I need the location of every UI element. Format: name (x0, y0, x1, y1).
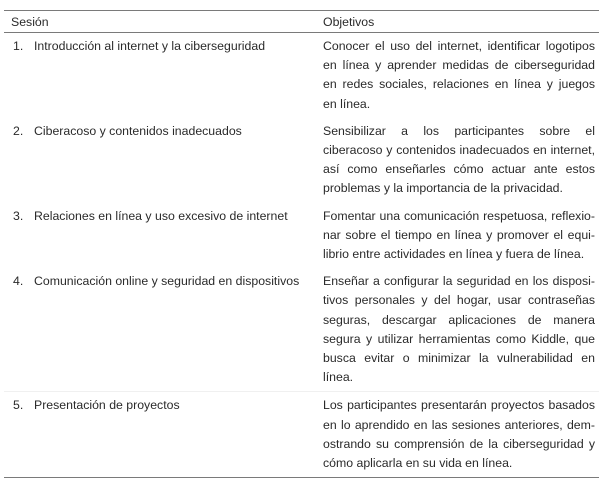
session-objectives: Sensibilizar a los participantes sobre el ciberacoso y contenidos inadecuados en internet, así como enseñarles cómo actuar ante estos problemas y la importancia de la privacidad. (323, 123, 595, 196)
table-row (4, 268, 599, 391)
session-objectives: Enseñar a configurar la seguridad en los dispositivos personales y del hogar, usar contraseñas seguras, descargar aplicaciones de manera segura y utilizar herramientas como Kiddle, que busca evitar o minimizar la vulnerabilidad en línea. (323, 274, 595, 385)
table-row (4, 391, 599, 477)
table-row (4, 118, 599, 203)
session-objectives: Los participantes presentarán proyectos basados en lo aprendido en las sesiones anteriores, demostrando su comprensión de la ciberseguridad y cómo aplicarla en su vida en línea. (323, 398, 595, 471)
session-number: 4. (13, 274, 24, 289)
session-number: 1. (13, 39, 24, 53)
header-session: Sesión (11, 14, 49, 29)
header-objectives: Objetivos (323, 14, 375, 29)
session-objectives: Conocer el uso del internet, identificar logotipos en línea y aprender medidas de ciberseguridad en redes sociales, relaciones en línea y juegos en línea. (323, 39, 595, 111)
session-number: 2. (13, 123, 24, 138)
session-name: Presentación de proyectos (34, 398, 180, 413)
session-number: 3. (13, 208, 24, 223)
session-name: Relaciones en línea y uso excesivo de internet (34, 208, 288, 223)
session-name: Introducción al internet y la ciberseguridad (34, 39, 266, 53)
table-row (4, 33, 599, 118)
session-name: Ciberacoso y contenidos inadecuados (34, 123, 242, 138)
session-name: Comunicación online y seguridad en dispositivos (34, 274, 300, 289)
table-row (4, 203, 599, 269)
session-objectives: Fomentar una comunicación respetuosa, reflexionar sobre el tiempo en línea y promover el equilibrio entre actividades en línea y fuera de línea. (323, 208, 595, 262)
table-header (4, 11, 599, 32)
sessions-table (4, 10, 599, 478)
session-number: 5. (13, 398, 24, 413)
